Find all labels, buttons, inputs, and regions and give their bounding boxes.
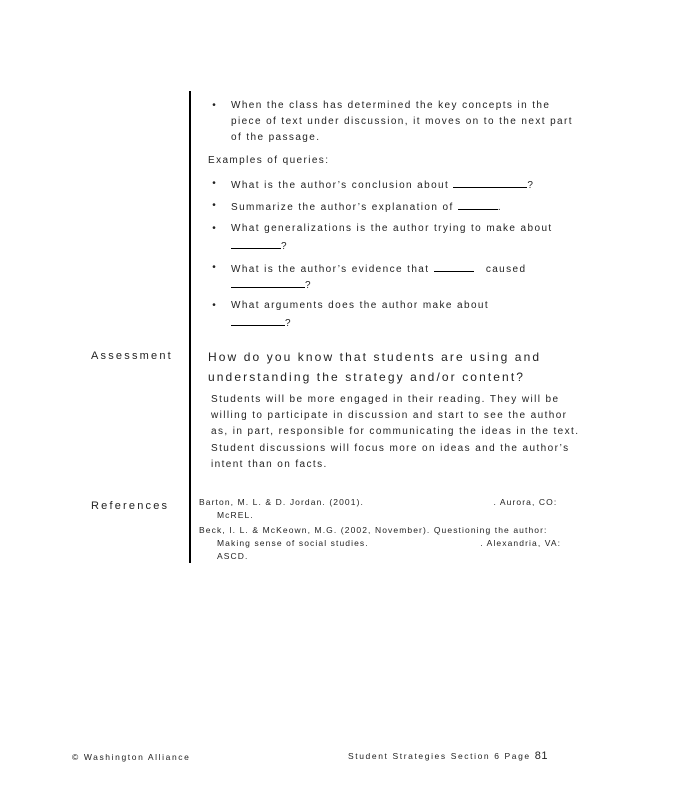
bullet-icon: • (212, 200, 216, 211)
reference-text: Barton, M. L. & D. Jordan. (2001). (199, 497, 364, 507)
query-continuation (231, 237, 288, 255)
query-punct: . (497, 202, 503, 213)
query-text: What is the author’s evidence that (231, 264, 430, 275)
reference-text: . Aurora, CO: (493, 497, 558, 507)
query-punct: ? (305, 280, 312, 291)
references-label: References (91, 500, 170, 512)
examples-label: Examples of queries: (208, 155, 330, 166)
query-text: Summarize the author’s explanation of (231, 202, 454, 213)
bullet-icon: • (212, 262, 216, 273)
assessment-label: Assessment (91, 350, 173, 362)
assessment-answer-line: Student discussions will focus more on ideas and the author’s (211, 443, 570, 454)
query-text: What is the author’s conclusion about (231, 180, 450, 191)
reference-item (217, 537, 561, 550)
fill-in-blank (458, 198, 498, 210)
fill-in-blank (231, 276, 305, 288)
fill-in-blank (231, 314, 285, 326)
intro-bullet-line3: of the passage. (231, 132, 321, 143)
assessment-question-line2: understanding the strategy and/or content? (208, 370, 526, 384)
fill-in-blank (231, 237, 281, 249)
reference-item (199, 496, 557, 509)
footer-left: © Washington Alliance (72, 752, 191, 762)
assessment-answer-line: as, in part, responsible for communicating the ideas in the text. (211, 426, 580, 437)
reference-text: Making sense of social studies. (217, 538, 369, 548)
assessment-question-line1: How do you know that students are using and (208, 350, 542, 364)
query-punct: ? (527, 180, 535, 191)
query-punct: ? (281, 241, 288, 252)
reference-text: . Alexandria, VA: (480, 538, 562, 548)
query-text: What arguments does the author make about (231, 300, 490, 311)
bullet-icon: • (212, 178, 216, 189)
page-number: 81 (534, 750, 548, 762)
bullet-icon: • (212, 100, 216, 111)
query-punct: ? (285, 318, 292, 329)
reference-text: McREL. (217, 510, 254, 520)
query-item (231, 176, 534, 194)
margin-rule (189, 91, 191, 563)
assessment-answer-line: intent than on facts. (211, 459, 328, 470)
query-text: What generalizations is the author trying to make about (231, 223, 553, 234)
fill-in-blank (434, 260, 474, 272)
footer-right (348, 750, 548, 762)
query-continuation (231, 314, 292, 332)
fill-in-blank (453, 176, 527, 188)
query-continuation (231, 276, 312, 294)
assessment-answer-line: willing to participate in discussion and start to see the author (211, 410, 568, 421)
query-item (231, 198, 502, 216)
reference-text: Beck, I. L. & McKeown, M.G. (2002, November). Questioning the author: (199, 525, 548, 535)
bullet-icon: • (212, 300, 216, 311)
query-text: caused (485, 264, 527, 275)
assessment-answer-line: Students will be more engaged in their reading. They will be (211, 394, 560, 405)
reference-text: ASCD. (217, 551, 249, 561)
footer-section-text: Student Strategies Section 6 Page (348, 751, 531, 761)
intro-bullet-line2: piece of text under discussion, it moves on to the next part (231, 116, 573, 127)
intro-bullet-line1: When the class has determined the key concepts in the (231, 100, 551, 111)
bullet-icon: • (212, 223, 216, 234)
